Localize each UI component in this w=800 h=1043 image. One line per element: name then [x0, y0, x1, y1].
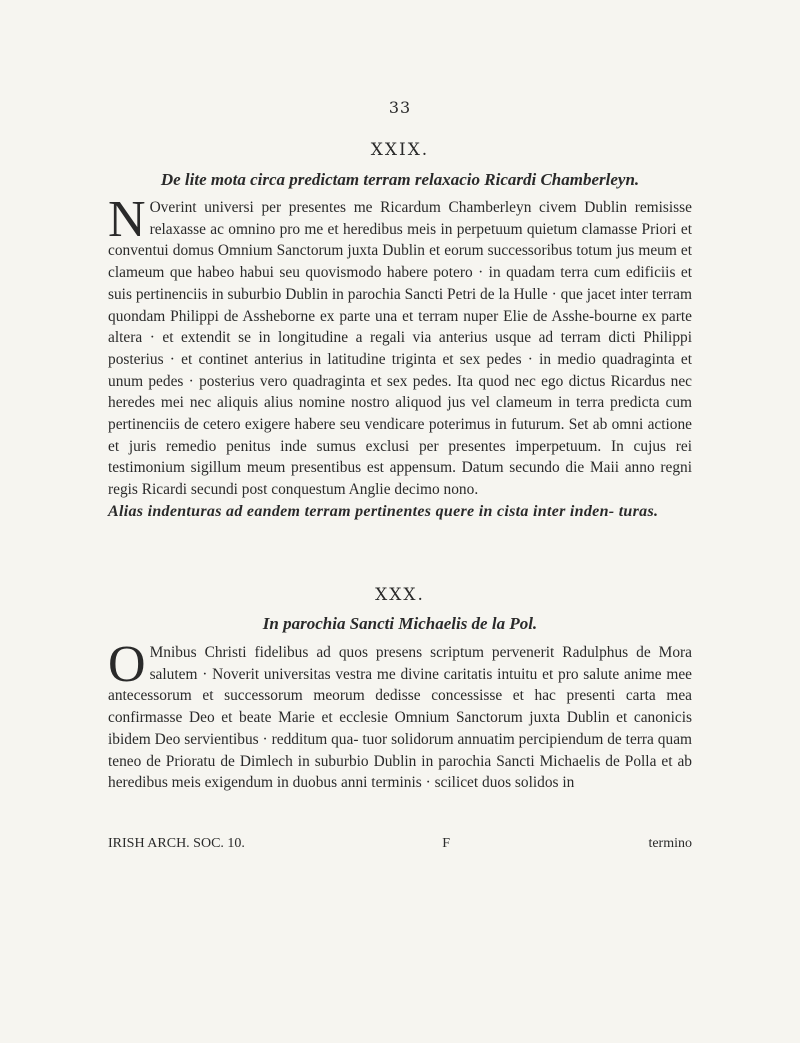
paragraph-text: Overint universi per presentes me Ricardum Chamberleyn civem Dublin remisisse relaxasse ac omnino pro me et heredibus meis in perpetuum quietum clamasse Priori et conventui domus Omnium Sanctorum juxta Dublin et eorum successoribus totum jus meum et clameum que habeo habui seu quovismodo habere potero · in quadam terra cum edificiis et suis pertinenciis in suburbio Dublin in parochia Sancti Petri de la Hulle · que jacet inter terram quondam Philippi de Assheborne ex parte una et terram nuper Elie de Asshe-bourne ex parte altera · et extendit se in longitudine a regali via anterius usque ad terram dicti Philippi posterius · et continet anterius in latitudine triginta et sex pedes · in medio quadraginta et unum pedes · posterius vero quadraginta et sex pedes. Ita quod nec ego dictus Ricardus nec heredes mei nec aliquis alius nomine nostro aliquod jus vel clameum in terra predicta cum pertinenciis de cetero exigere habere seu vendicare poterimus in futurum. Set ab omni actione et juris remedio penitus inde sumus exclusi per presentes imperpetuum. In cujus rei testimonium sigillum meum presentibus est appensum. Datum secundo die Maii anno regni regis Ricardi secundi post conquestum Anglie decimo nono. [108, 199, 692, 499]
drop-cap: N [108, 191, 146, 248]
document-number: XXX. [375, 585, 425, 605]
body-paragraph [108, 636, 692, 794]
signature-mark: F [442, 836, 452, 851]
page-number: 33 [388, 98, 412, 117]
document-number: XXIX. [370, 140, 430, 160]
endnote: Alias indenturas ad eandem terram pertinentes quere in cista inter inden- turas. [108, 502, 659, 520]
body-paragraph [108, 191, 692, 501]
document-body [108, 636, 692, 794]
catchword: termino [648, 836, 692, 851]
drop-cap: O [108, 636, 146, 693]
paragraph-text: Mnibus Christi fidelibus ad quos presens scriptum pervenerit Radulphus de Mora salutem · Noverit universitas vestra me divine caritatis intuitu et pro salute anime mee antecessorum et successorum meorum dedisse concessisse et hac presenti carta mea confirmasse Deo et beate Marie et ecclesie Omnium Sanctorum juxta Dublin et canonicis ibidem Deo servientibus · redditum qua- tuor solidorum annuatim percipiendum de terra quam teneo de Prioratu de Dimlech in suburbio Dublin in parochia Sancti Michaelis de Polla et ab heredibus meis exigendum in duobus anni terminis · scilicet duos solidos in [108, 644, 692, 792]
document-heading: De lite mota circa predictam terram relaxacio Ricardi Chamberleyn. [160, 170, 640, 189]
document-body [108, 191, 692, 523]
document-heading: In parochia Sancti Michaelis de la Pol. [262, 614, 538, 633]
series-reference: IRISH ARCH. SOC. 10. [108, 836, 245, 851]
page-footer [108, 836, 692, 852]
